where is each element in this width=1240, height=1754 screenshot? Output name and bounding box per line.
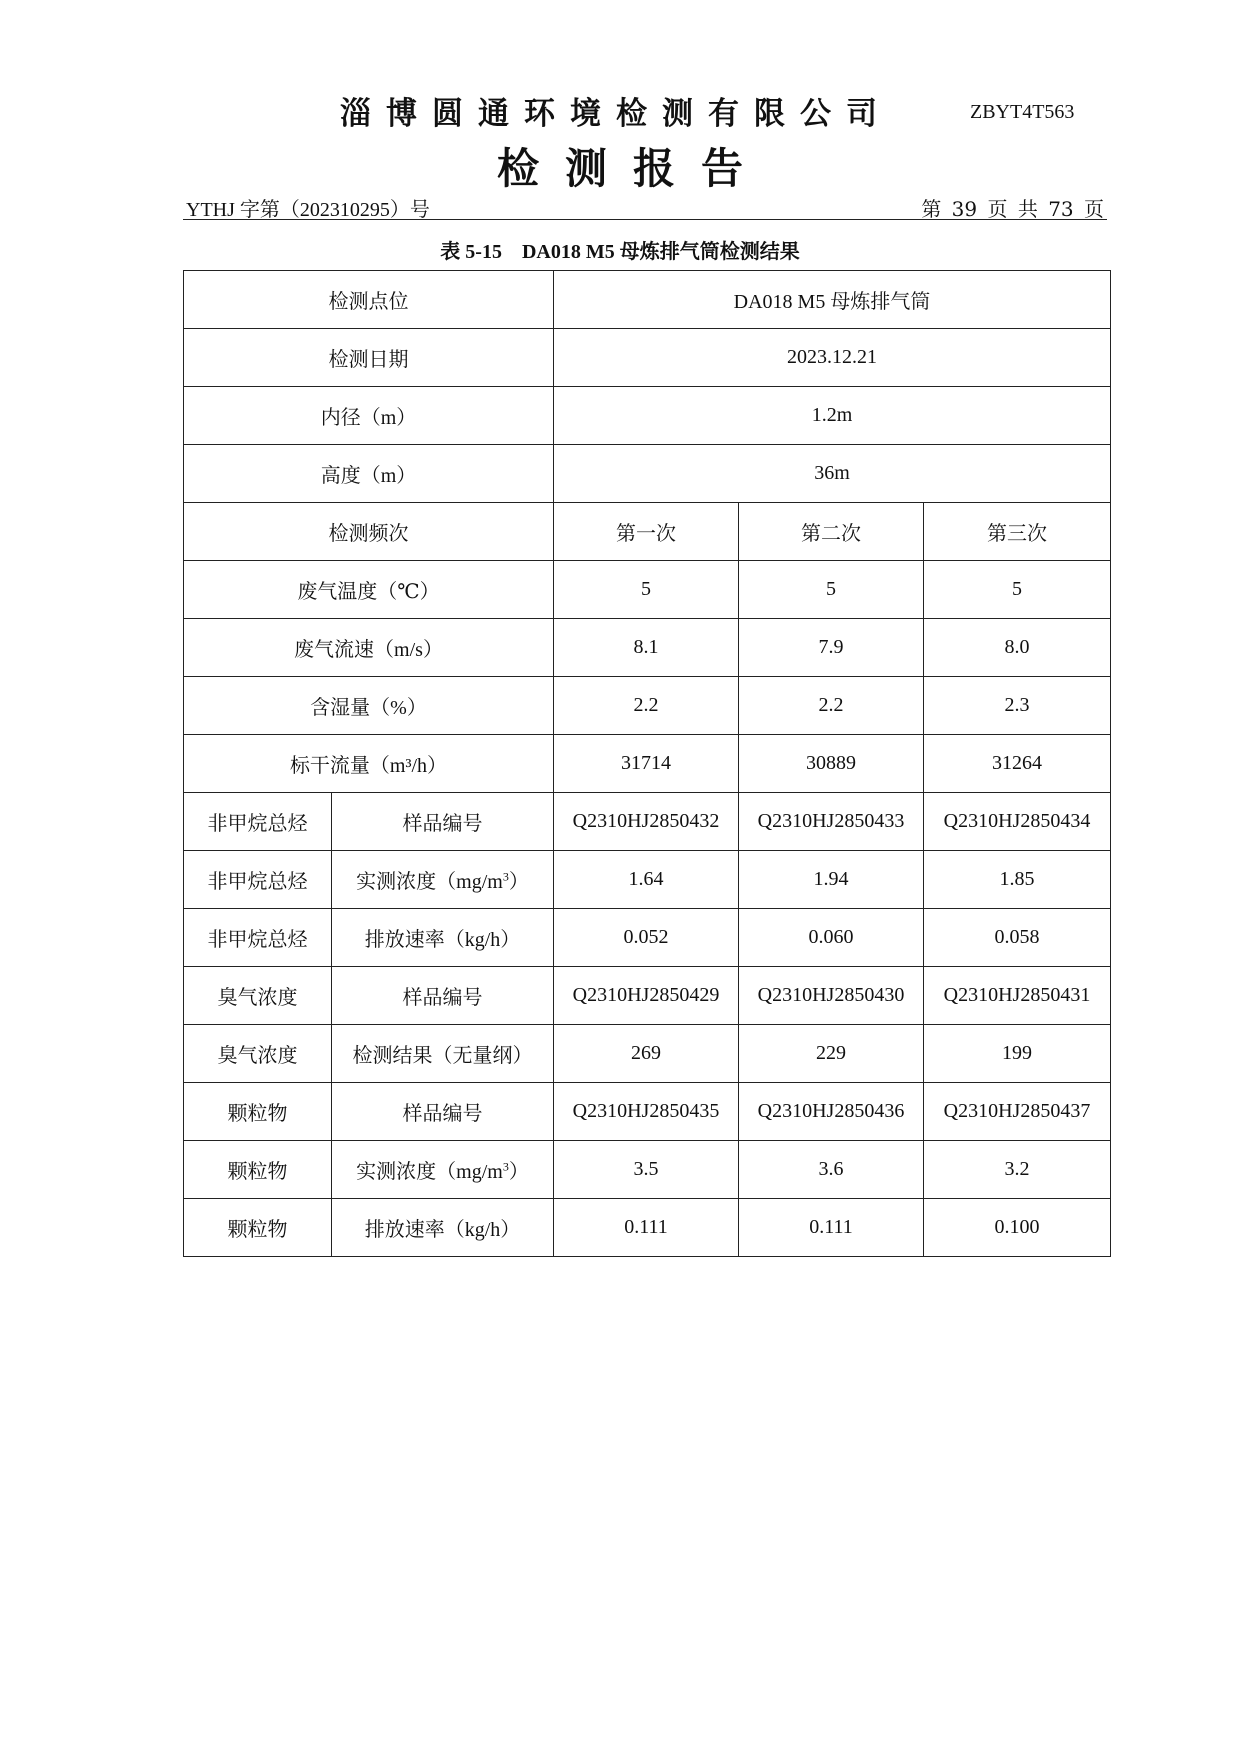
table-row	[184, 445, 1111, 503]
date-label: 检测日期	[184, 329, 554, 387]
param-value: 2.2	[554, 677, 739, 735]
site-label: 检测点位	[184, 271, 554, 329]
result-value: 199	[924, 1025, 1111, 1083]
table-row	[184, 851, 1111, 909]
result-value: 1.94	[739, 851, 924, 909]
frequency-col: 第三次	[924, 503, 1111, 561]
table-row	[184, 1025, 1111, 1083]
result-item	[332, 851, 554, 909]
result-value: Q2310HJ2850435	[554, 1083, 739, 1141]
result-value: 229	[739, 1025, 924, 1083]
result-value: 269	[554, 1025, 739, 1083]
frequency-label: 检测频次	[184, 503, 554, 561]
header-rule	[183, 219, 1107, 220]
diameter-label: 内径（m）	[184, 387, 554, 445]
table-caption: 表 5-15 DA018 M5 母炼排气筒检测结果	[440, 241, 800, 263]
table-row	[184, 967, 1111, 1025]
height-label: 高度（m）	[184, 445, 554, 503]
pollutant-name: 颗粒物	[184, 1199, 332, 1257]
result-item: 排放速率（kg/h）	[332, 1199, 554, 1257]
table-row	[184, 271, 1111, 329]
param-value: 5	[739, 561, 924, 619]
date-value: 2023.12.21	[554, 329, 1111, 387]
result-item: 样品编号	[332, 793, 554, 851]
param-label: 废气温度（℃）	[184, 561, 554, 619]
table-row	[184, 909, 1111, 967]
table-row	[184, 387, 1111, 445]
param-value: 5	[924, 561, 1111, 619]
table-row	[184, 1083, 1111, 1141]
height-value: 36m	[554, 445, 1111, 503]
table-row	[184, 561, 1111, 619]
results-table	[183, 270, 1111, 1257]
result-value: Q2310HJ2850433	[739, 793, 924, 851]
table-row	[184, 619, 1111, 677]
pollutant-name: 臭气浓度	[184, 1025, 332, 1083]
param-label: 标干流量（m³/h）	[184, 735, 554, 793]
table-row	[184, 1141, 1111, 1199]
result-item: 样品编号	[332, 1083, 554, 1141]
pollutant-name: 非甲烷总烃	[184, 909, 332, 967]
result-value: 0.052	[554, 909, 739, 967]
result-value: Q2310HJ2850436	[739, 1083, 924, 1141]
param-value: 7.9	[739, 619, 924, 677]
result-value: 0.058	[924, 909, 1111, 967]
result-value: Q2310HJ2850429	[554, 967, 739, 1025]
result-value: Q2310HJ2850437	[924, 1083, 1111, 1141]
diameter-value: 1.2m	[554, 387, 1111, 445]
pollutant-name: 非甲烷总烃	[184, 793, 332, 851]
pollutant-name: 臭气浓度	[184, 967, 332, 1025]
param-value: 30889	[739, 735, 924, 793]
superscript: 3	[502, 869, 509, 884]
result-value: 0.100	[924, 1199, 1111, 1257]
param-value: 31264	[924, 735, 1111, 793]
table-row	[184, 735, 1111, 793]
page-info: 第 39 页 共 73 页	[921, 197, 1104, 221]
result-value: 3.5	[554, 1141, 739, 1199]
result-value: 1.64	[554, 851, 739, 909]
document-code: ZBYT4T563	[970, 101, 1075, 123]
table-row	[184, 503, 1111, 561]
result-item-text: 实测浓度（mg/m	[356, 1161, 503, 1183]
table-row	[184, 1199, 1111, 1257]
site-value: DA018 M5 母炼排气筒	[554, 271, 1111, 329]
pollutant-name: 颗粒物	[184, 1083, 332, 1141]
report-number: YTHJ 字第（202310295）号	[186, 199, 430, 221]
param-value: 8.1	[554, 619, 739, 677]
result-value: 0.111	[739, 1199, 924, 1257]
result-value: 3.6	[739, 1141, 924, 1199]
frequency-col: 第二次	[739, 503, 924, 561]
param-value: 8.0	[924, 619, 1111, 677]
frequency-col: 第一次	[554, 503, 739, 561]
result-value: Q2310HJ2850430	[739, 967, 924, 1025]
pollutant-name: 颗粒物	[184, 1141, 332, 1199]
company-name: 淄博圆通环境检测有限公司	[340, 96, 892, 132]
result-item: 排放速率（kg/h）	[332, 909, 554, 967]
result-value: Q2310HJ2850434	[924, 793, 1111, 851]
result-value: 1.85	[924, 851, 1111, 909]
result-value: 3.2	[924, 1141, 1111, 1199]
superscript: 3	[502, 1159, 509, 1174]
result-item	[332, 1141, 554, 1199]
result-item: 检测结果（无量纲）	[332, 1025, 554, 1083]
table-row	[184, 677, 1111, 735]
param-value: 31714	[554, 735, 739, 793]
result-value: 0.111	[554, 1199, 739, 1257]
result-item-end: ）	[508, 871, 529, 893]
report-title: 检测报告	[496, 144, 769, 193]
param-label: 废气流速（m/s）	[184, 619, 554, 677]
result-value: Q2310HJ2850431	[924, 967, 1111, 1025]
param-value: 2.3	[924, 677, 1111, 735]
result-value: Q2310HJ2850432	[554, 793, 739, 851]
result-item: 样品编号	[332, 967, 554, 1025]
param-value: 2.2	[739, 677, 924, 735]
param-value: 5	[554, 561, 739, 619]
result-value: 0.060	[739, 909, 924, 967]
result-item-text: 实测浓度（mg/m	[356, 871, 503, 893]
result-item-end: ）	[508, 1161, 529, 1183]
table-row	[184, 793, 1111, 851]
pollutant-name: 非甲烷总烃	[184, 851, 332, 909]
table-row	[184, 329, 1111, 387]
param-label: 含湿量（%）	[184, 677, 554, 735]
